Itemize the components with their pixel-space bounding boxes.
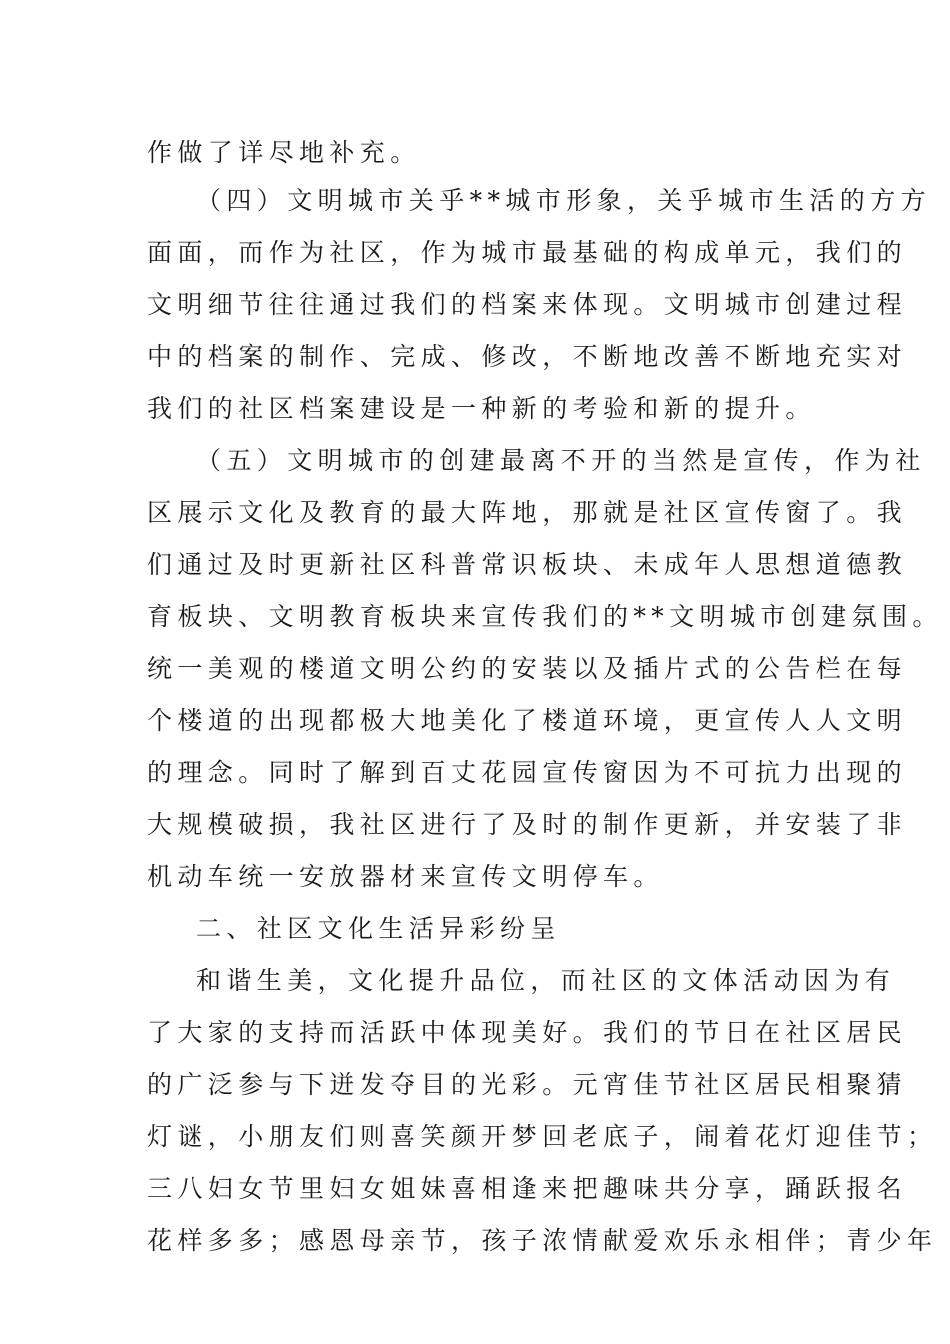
text-line: 我们的社区档案建设是一种新的考验和新的提升。 — [147, 394, 816, 423]
text-line: 统一美观的楼道文明公约的安装以及插片式的公告栏在每 — [147, 654, 908, 683]
text-line: （四）文明城市关乎**城市形象，关乎城市生活的方方 — [196, 186, 932, 215]
text-line: 的广泛参与下迸发夺目的光彩。元宵佳节社区居民相聚猜 — [147, 1070, 908, 1099]
text-line: 了大家的支持而活跃中体现美好。我们的节日在社区居民 — [147, 1018, 908, 1047]
text-line: 作做了详尽地补充。 — [147, 138, 421, 167]
text-line: 中的档案的制作、完成、修改，不断地改善不断地充实对 — [147, 342, 908, 371]
text-line: 三八妇女节里妇女姐妹喜相逢来把趣味共分享，踊跃报名 — [147, 1174, 908, 1203]
text-line: 的理念。同时了解到百丈花园宣传窗因为不可抗力出现的 — [147, 758, 908, 787]
text-line: 们通过及时更新社区科普常识板块、未成年人思想道德教 — [147, 550, 908, 579]
text-line: 面面，而作为社区，作为城市最基础的构成单元，我们的 — [147, 238, 908, 267]
text-line: 花样多多；感恩母亲节，孩子浓情献爱欢乐永相伴；青少年 — [147, 1226, 938, 1255]
text-line: 和谐生美，文化提升品位，而社区的文体活动因为有 — [196, 966, 896, 995]
text-line: 区展示文化及教育的最大阵地，那就是社区宣传窗了。我 — [147, 498, 908, 527]
section-heading: 二、社区文化生活异彩纷呈 — [196, 914, 561, 943]
text-line: 个楼道的出现都极大地美化了楼道环境，更宣传人人文明 — [147, 706, 908, 735]
text-line: 育板块、文明教育板块来宣传我们的**文明城市创建氛围。 — [147, 602, 943, 631]
text-line: 大规模破损，我社区进行了及时的制作更新，并安装了非 — [147, 810, 908, 839]
text-line: （五）文明城市的创建最离不开的当然是宣传，作为社 — [196, 446, 926, 475]
text-line: 机动车统一安放器材来宣传文明停车。 — [147, 862, 664, 891]
text-line: 文明细节往往通过我们的档案来体现。文明城市创建过程 — [147, 290, 908, 319]
text-line: 灯谜，小朋友们则喜笑颜开梦回老底子，闹着花灯迎佳节； — [147, 1122, 938, 1151]
